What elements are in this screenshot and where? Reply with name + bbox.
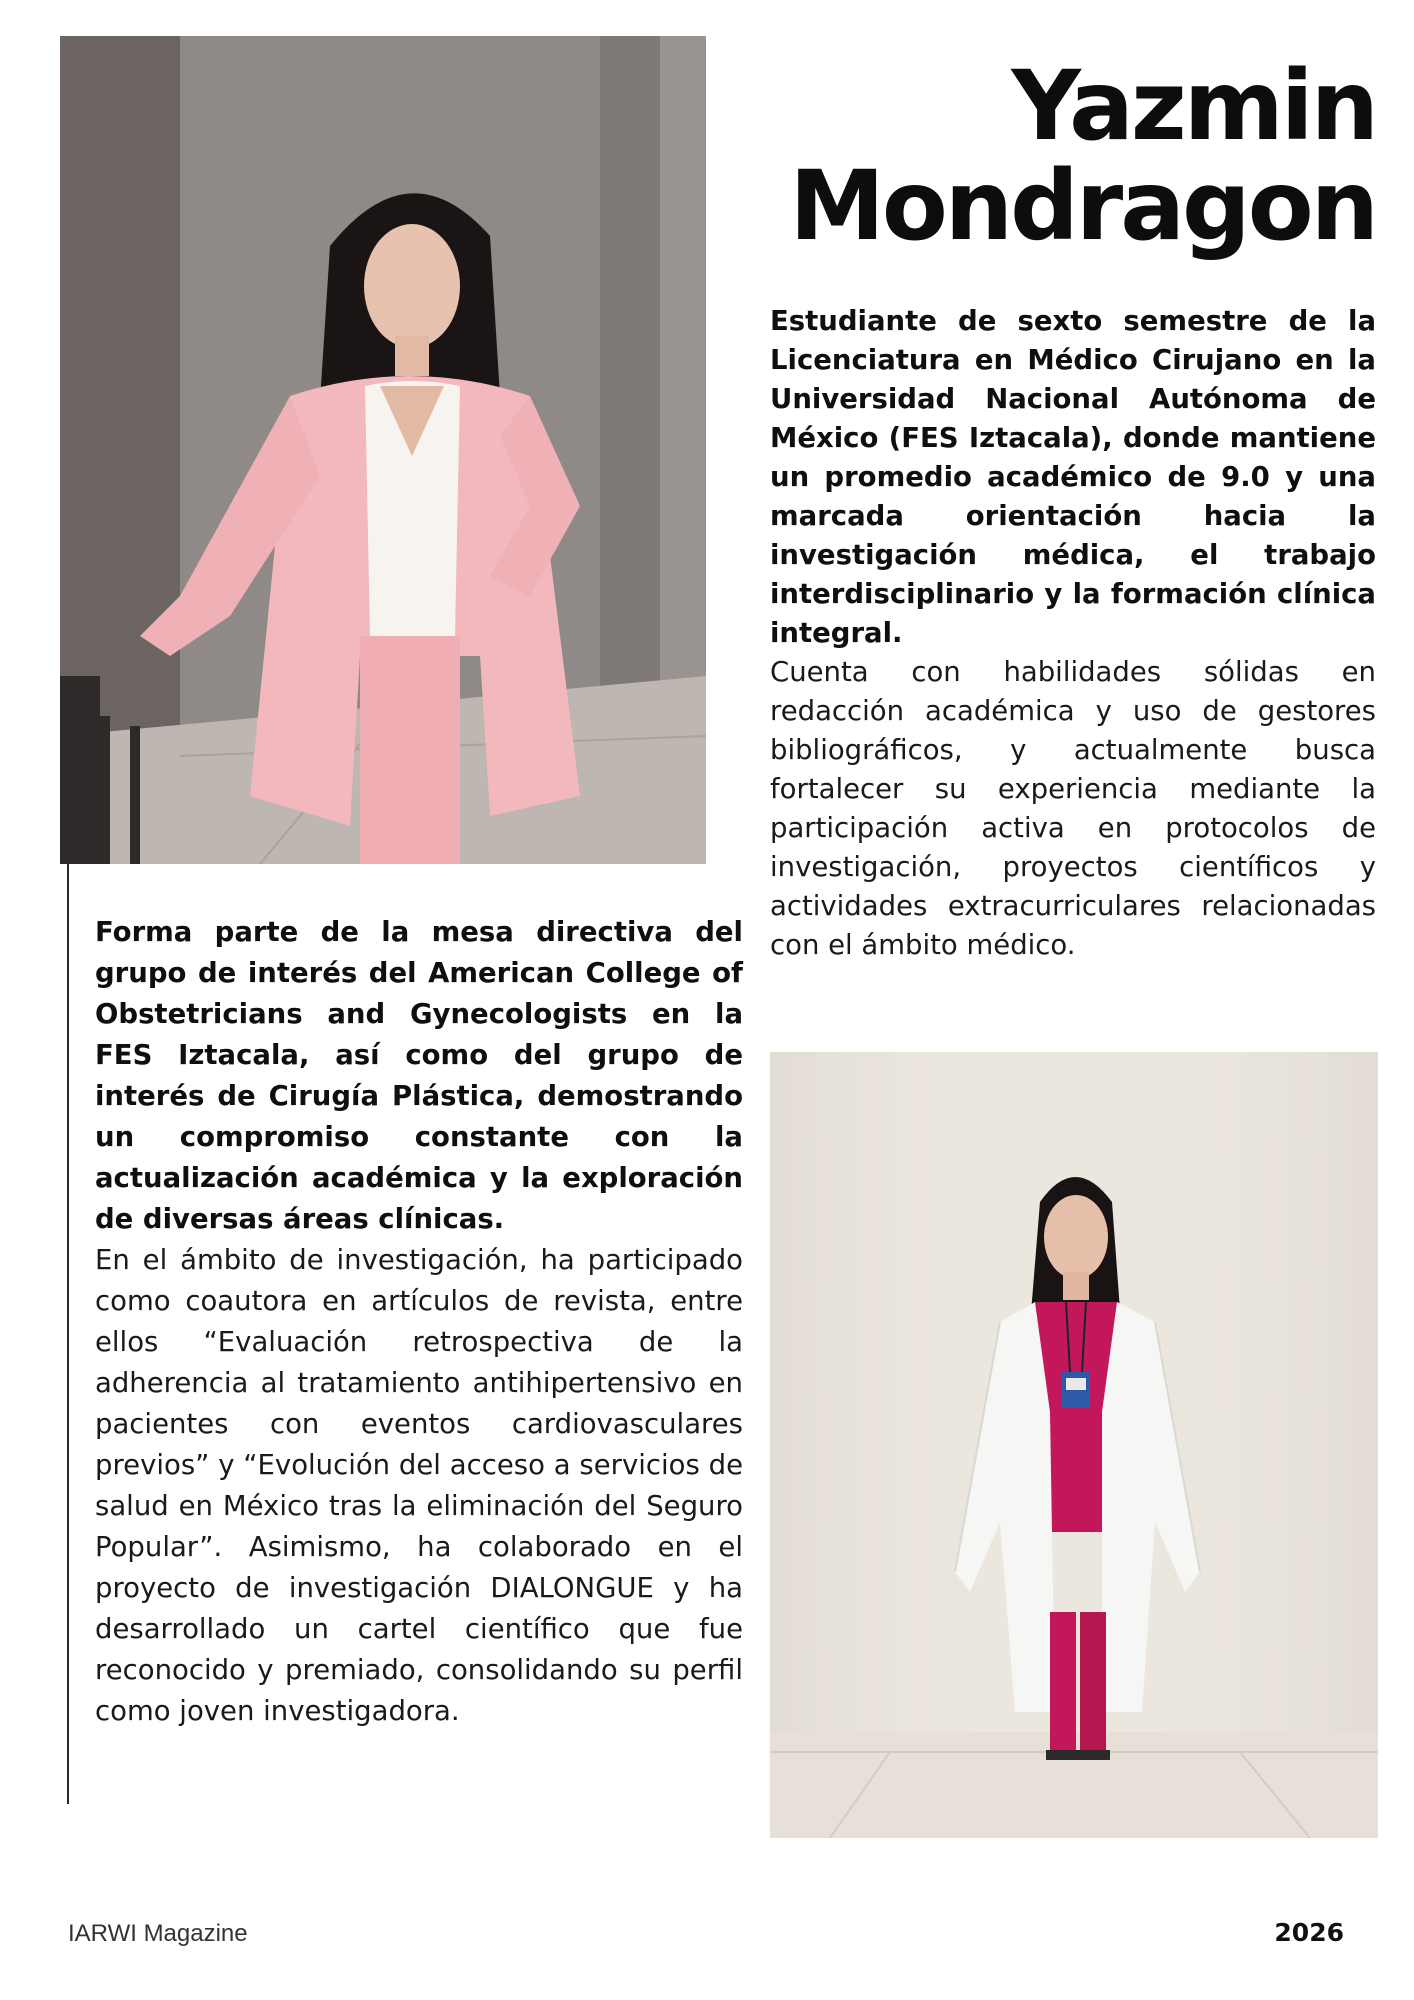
- title-first-name: Yazmin: [1011, 50, 1376, 162]
- portrait-pink-suit-illustration: [60, 36, 706, 864]
- right-column-text: [770, 302, 1376, 965]
- vertical-divider: [67, 864, 69, 1804]
- portrait-white-coat-illustration: [770, 1052, 1378, 1838]
- intro-paragraph: Estudiante de sexto semestre de la Licenciatura en Médico Cirujano en la Universidad Nacional Autónoma de México (FES Iztacala), donde mantiene un promedio académico de 9.0 y una marcada orientación hacia la investigación médica, el trabajo interdisciplinario y la formación clínica integral.: [770, 305, 1376, 649]
- portrait-photo-white-coat: [770, 1052, 1378, 1838]
- research-paragraph: En el ámbito de investigación, ha participado como coautora en artículos de revista, entre ellos “Evaluación retrospectiva de la adherencia al tratamiento antihipertensivo en pacientes con eventos cardiovasculares previos” y “Evolución del acceso a servicios de salud en México tras la eliminación del Seguro Popular”. Asimismo, ha colaborado en el proyecto de investigación DIALONGUE y ha desarrollado un cartel científico que fue reconocido y premiado, consolidando su perfil como joven investigadora.: [95, 1244, 743, 1727]
- footer-magazine-name: IARWI Magazine: [68, 1920, 248, 1947]
- left-column-text: [95, 912, 743, 1732]
- portrait-photo-pink-suit: [60, 36, 706, 864]
- page-title: [789, 50, 1376, 262]
- skills-paragraph: Cuenta con habilidades sólidas en redacción académica y uso de gestores bibliográficos, y actualmente busca fortalecer su experiencia mediante la participación activa en protocolos de investigación, proyectos científicos y actividades extracurriculares relacionadas con el ámbito médico.: [770, 656, 1376, 961]
- board-paragraph: Forma parte de la mesa directiva del grupo de interés del American College of Obstetricians and Gynecologists en la FES Iztacala, así como del grupo de interés de Cirugía Plástica, demostrando un compromiso constante con la actualización académica y la exploración de diversas áreas clínicas.: [95, 916, 743, 1235]
- title-last-name: Mondragon: [789, 150, 1376, 262]
- footer-year: 2026: [1274, 1918, 1344, 1947]
